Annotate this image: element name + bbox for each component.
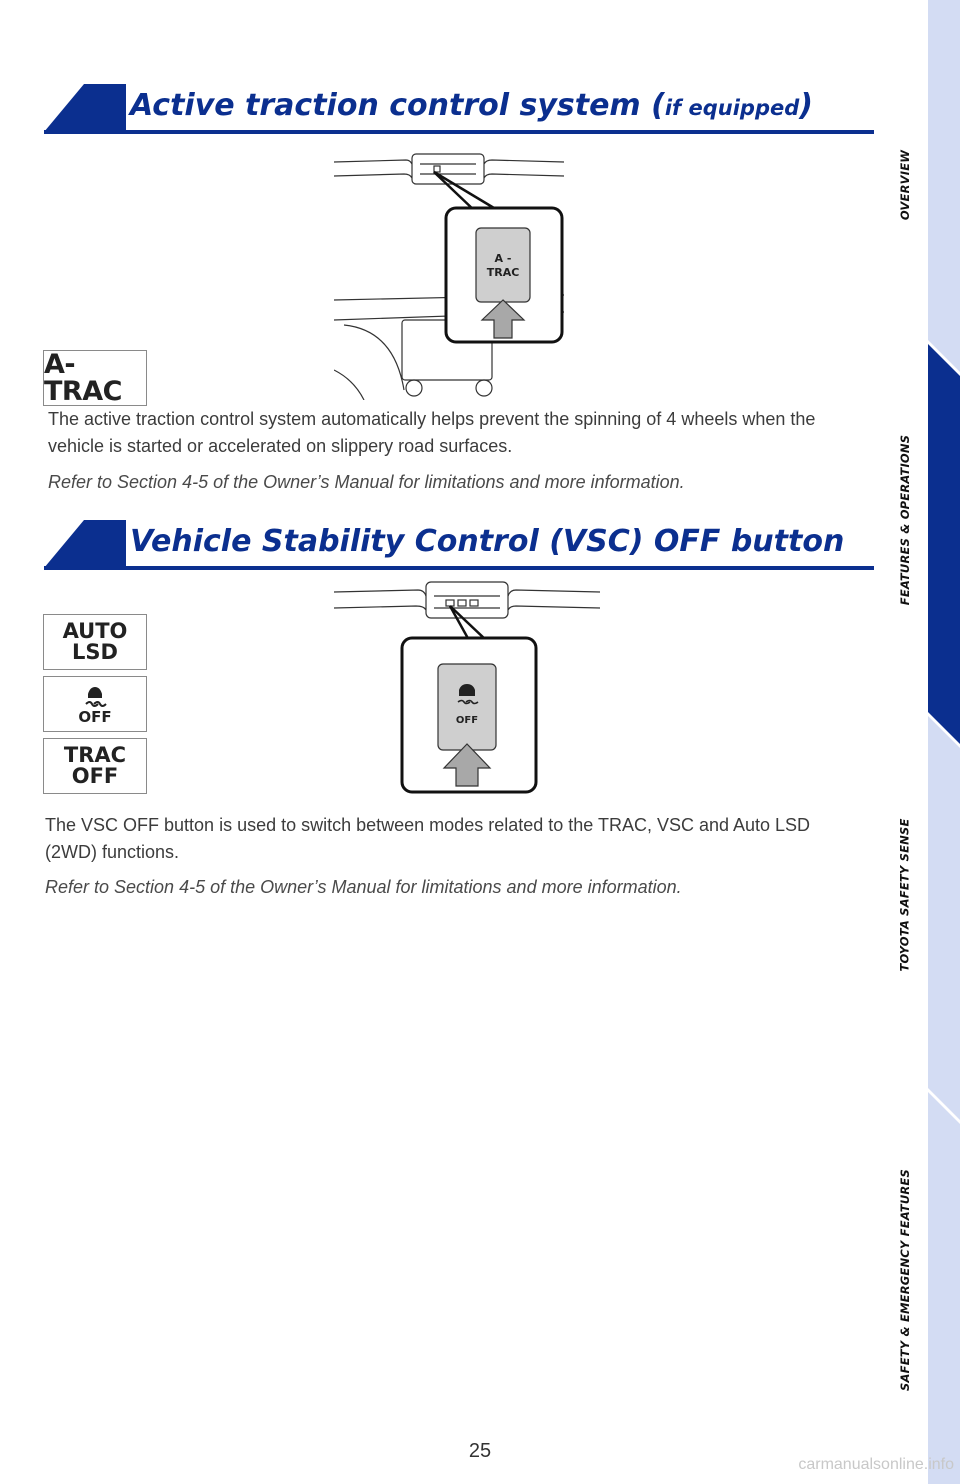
atrac-callout-label-line1: A - — [494, 252, 512, 265]
header-rule — [44, 566, 874, 570]
nav-label-overview[interactable]: OVERVIEW — [898, 149, 913, 221]
nav-label-features[interactable]: FEATURES & OPERATIONS — [898, 434, 913, 606]
atrac-note: Refer to Section 4-5 of the Owner’s Manual for limitations and more information. — [48, 472, 685, 492]
header-accent-tab — [44, 84, 126, 132]
page-number: 25 — [468, 1440, 492, 1462]
skid-car-icon — [82, 684, 108, 710]
section-title-atrac: Active traction control system (if equipped) — [130, 88, 813, 123]
section-header-vsc — [44, 520, 874, 570]
nav-tab-features[interactable] — [928, 344, 960, 744]
vsc-dashboard-illustration — [334, 578, 604, 796]
vsc-note: Refer to Section 4-5 of the Owner’s Manual for limitations and more information. — [45, 877, 682, 897]
auto-lsd-indicator: AUTO LSD — [43, 614, 147, 670]
side-navigation — [928, 0, 960, 1484]
nav-label-safety-emergency[interactable]: SAFETY & EMERGENCY FEATURES — [898, 1169, 913, 1391]
nav-tab-safety-sense[interactable] — [928, 716, 960, 1120]
nav-label-safety-sense[interactable]: TOYOTA SAFETY SENSE — [898, 818, 913, 972]
header-rule — [44, 130, 874, 134]
header-accent-tab — [44, 520, 126, 568]
atrac-indicator-label: A-TRAC — [44, 349, 122, 407]
section-header-atrac — [44, 84, 874, 134]
vsc-body-text: The VSC OFF button is used to switch between modes related to the TRAC, VSC and Auto LSD (2WD) functions. — [45, 815, 811, 862]
nav-tab-overview[interactable] — [928, 0, 960, 372]
vsc-off-indicator: OFF — [43, 676, 147, 732]
atrac-indicator — [43, 350, 147, 406]
atrac-body-text: The active traction control system automatically helps prevent the spinning of 4 wheels when the vehicle is started or accelerated on slippery road surfaces. — [48, 409, 816, 456]
watermark: carmanualsonline.info — [798, 1456, 954, 1473]
section-title-vsc: Vehicle Stability Control (VSC) OFF button — [130, 524, 845, 559]
atrac-callout-label-line2: TRAC — [486, 266, 520, 279]
atrac-dashboard-illustration — [334, 150, 566, 400]
nav-tab-safety-emergency[interactable] — [928, 1092, 960, 1484]
trac-off-indicator: TRAC OFF — [43, 738, 147, 794]
vsc-callout-label: OFF — [455, 715, 479, 726]
